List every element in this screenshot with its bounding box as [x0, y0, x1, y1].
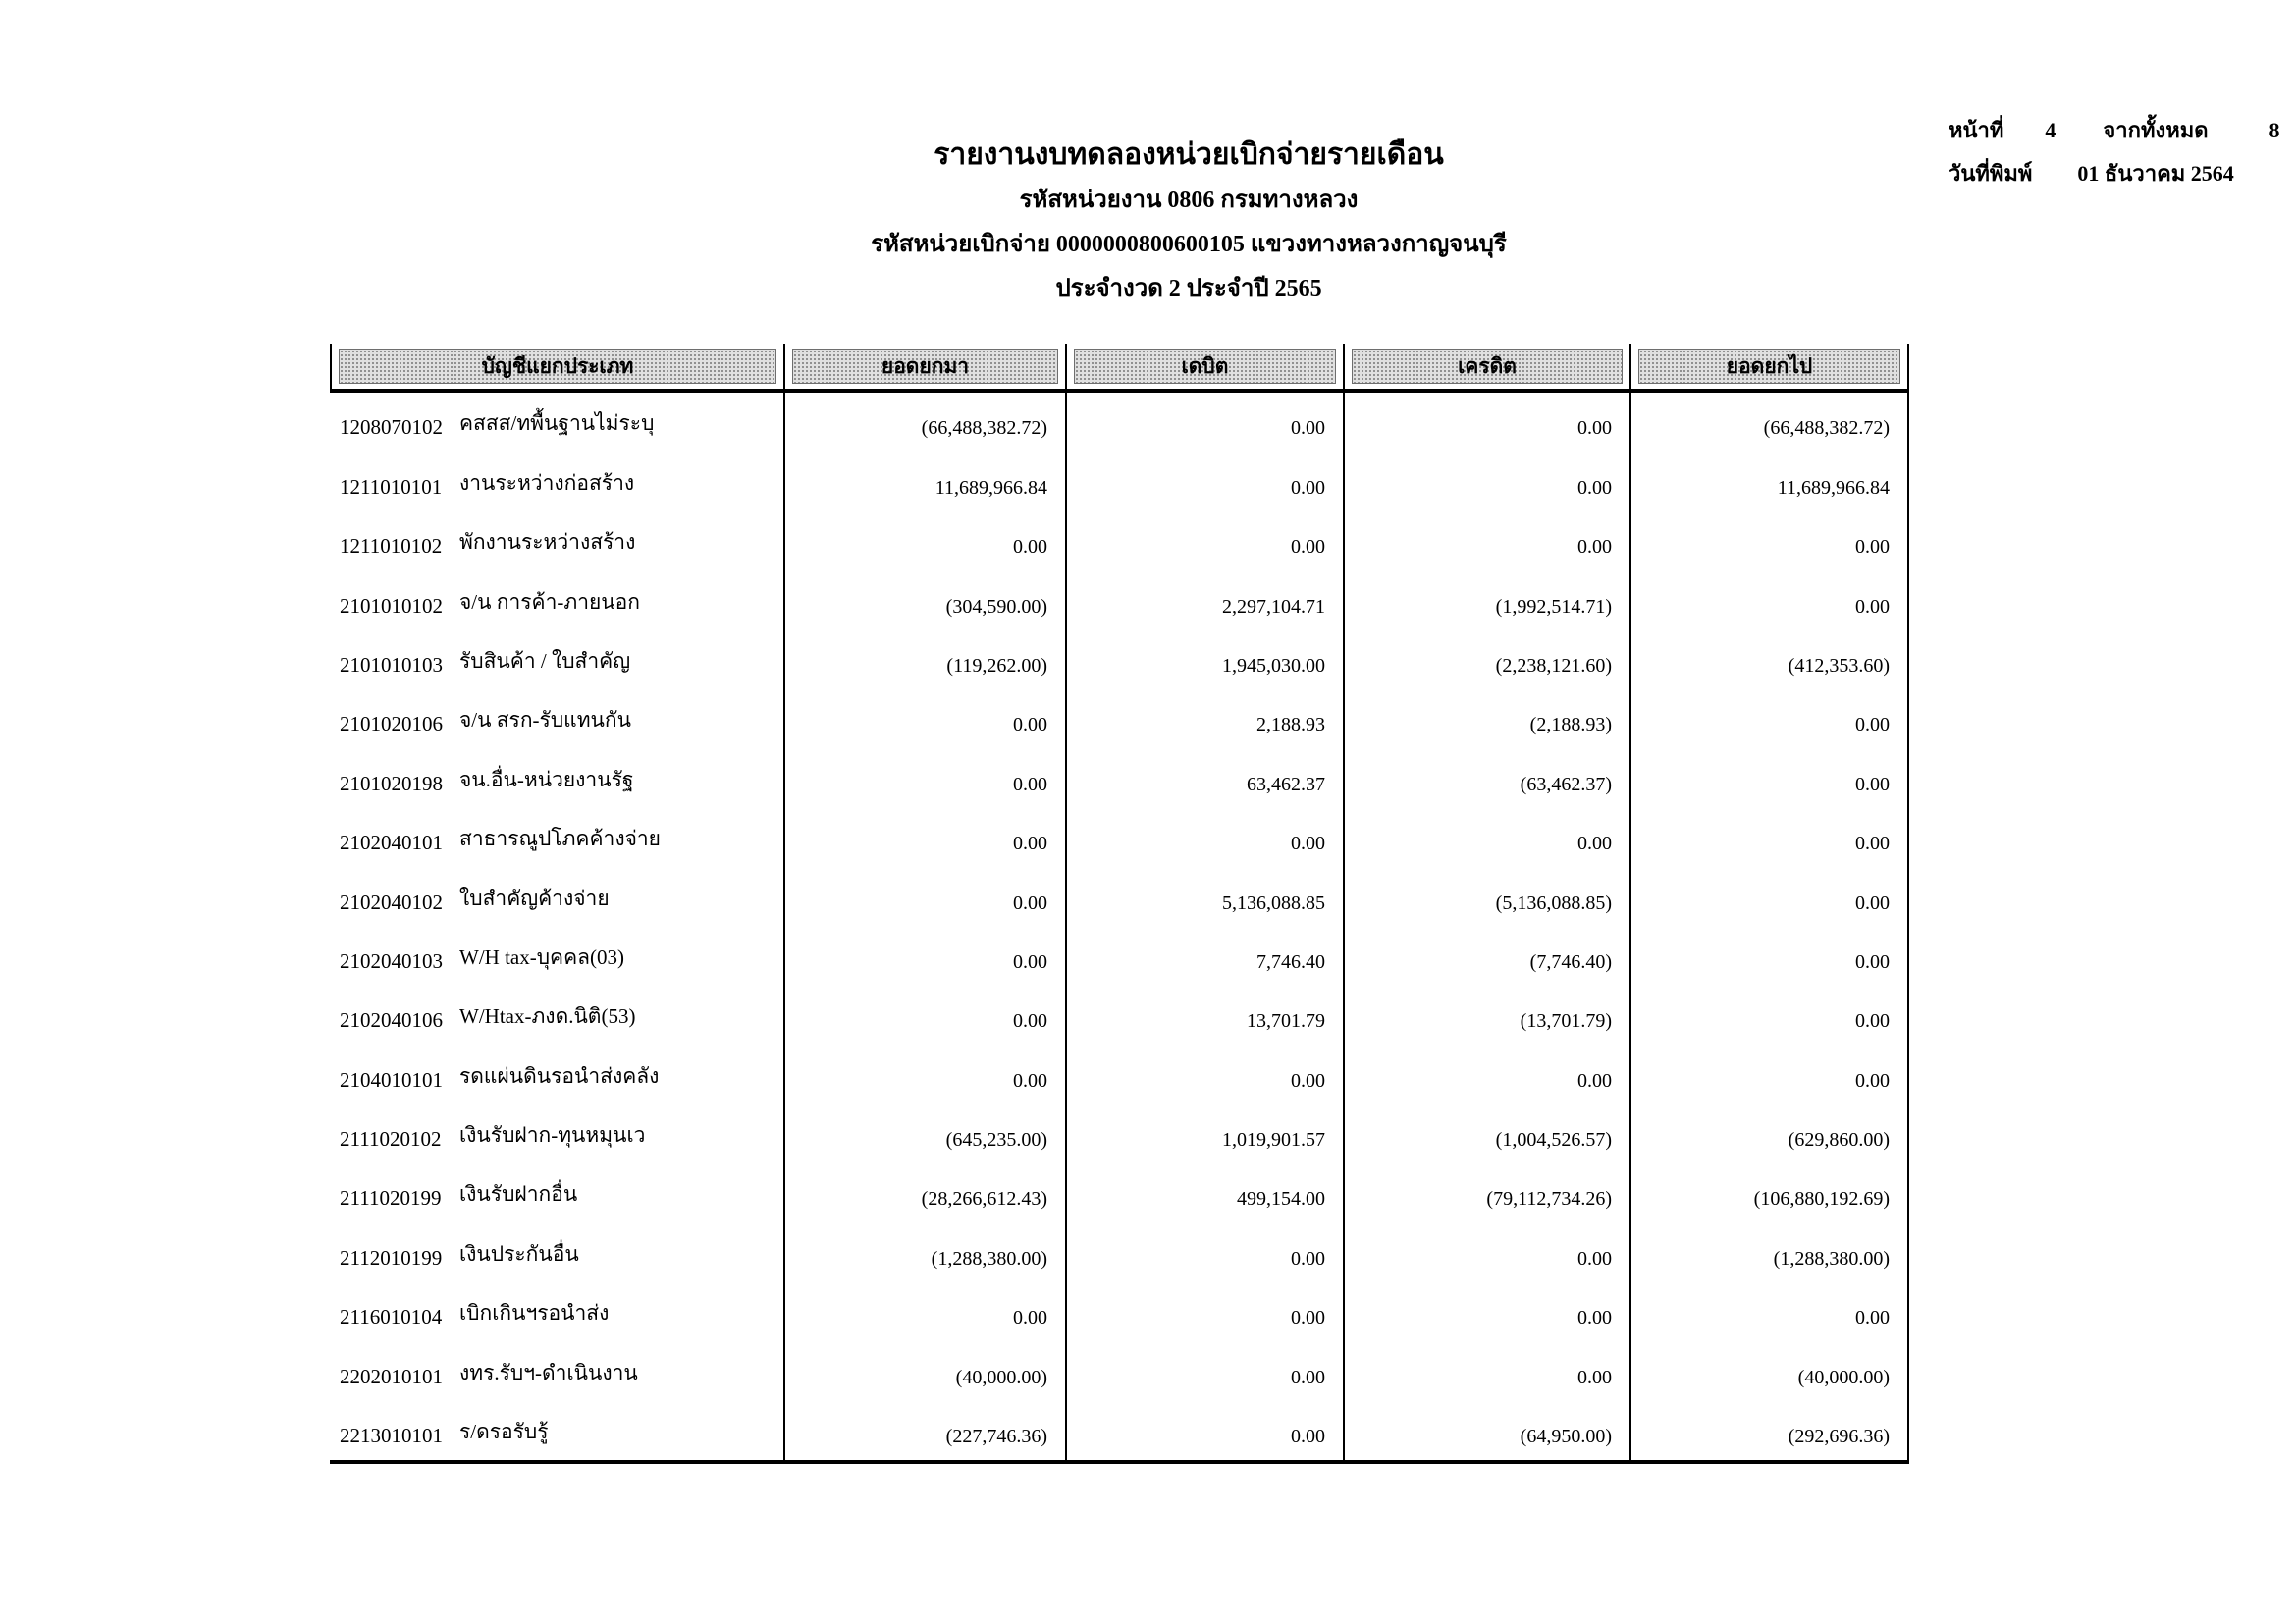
- total-pages: 8: [2269, 118, 2280, 142]
- debit-cell: 0.00: [1067, 1341, 1345, 1400]
- account-code: 2213010101: [340, 1424, 443, 1448]
- credit-cell: (1,992,514.71): [1345, 570, 1631, 629]
- debit-cell: 63,462.37: [1067, 748, 1345, 807]
- opening-balance-cell: (645,235.00): [785, 1105, 1067, 1164]
- opening-balance-cell: (1,288,380.00): [785, 1222, 1067, 1281]
- table-row: [330, 748, 1909, 807]
- table-body: [330, 393, 1909, 1464]
- document-header: [428, 137, 1949, 319]
- credit-cell: (13,701.79): [1345, 986, 1631, 1045]
- account-cell: [330, 512, 785, 570]
- column-header-opening-balance: [785, 344, 1067, 389]
- account-cell: [330, 1105, 785, 1164]
- debit-cell: 2,188.93: [1067, 689, 1345, 748]
- opening-balance-cell: 0.00: [785, 1045, 1067, 1104]
- credit-cell: 0.00: [1345, 808, 1631, 867]
- print-date-label: วันที่พิมพ์: [1949, 161, 2033, 186]
- debit-cell: 0.00: [1067, 808, 1345, 867]
- account-cell: [330, 748, 785, 807]
- credit-cell: 0.00: [1345, 393, 1631, 452]
- opening-balance-cell: 0.00: [785, 1282, 1067, 1341]
- account-code: 2102040106: [340, 1008, 443, 1033]
- opening-balance-cell: (66,488,382.72): [785, 393, 1067, 452]
- account-cell: [330, 1045, 785, 1104]
- account-cell: [330, 452, 785, 511]
- account-cell: [330, 808, 785, 867]
- account-cell: [330, 570, 785, 629]
- account-name: งานระหว่างก่อสร้าง: [459, 470, 635, 495]
- credit-cell: (1,004,526.57): [1345, 1105, 1631, 1164]
- table-row: [330, 1045, 1909, 1104]
- account-cell: [330, 1341, 785, 1400]
- account-name: รดแผ่นดินรอนำส่งคลัง: [459, 1063, 660, 1088]
- account-name: ใบสำคัญค้างจ่าย: [459, 886, 610, 910]
- opening-balance-cell: (40,000.00): [785, 1341, 1067, 1400]
- account-code: 2101020198: [340, 771, 443, 795]
- trial-balance-table: [330, 344, 1909, 1464]
- credit-cell: 0.00: [1345, 1045, 1631, 1104]
- opening-balance-cell: 0.00: [785, 689, 1067, 748]
- column-header-credit-label: เครดิต: [1352, 349, 1623, 384]
- debit-cell: 499,154.00: [1067, 1164, 1345, 1222]
- closing-balance-cell: 0.00: [1631, 867, 1909, 926]
- account-cell: [330, 630, 785, 689]
- table-row: [330, 630, 1909, 689]
- credit-cell: (79,112,734.26): [1345, 1164, 1631, 1222]
- closing-balance-cell: (40,000.00): [1631, 1341, 1909, 1400]
- account-name: คสสส/ทพื้นฐานไม่ระบุ: [459, 411, 655, 436]
- opening-balance-cell: 0.00: [785, 748, 1067, 807]
- table-row: [330, 512, 1909, 570]
- debit-cell: 0.00: [1067, 1282, 1345, 1341]
- closing-balance-cell: 0.00: [1631, 808, 1909, 867]
- column-header-closing-balance-label: ยอดยกไป: [1638, 349, 1900, 384]
- debit-cell: 0.00: [1067, 1045, 1345, 1104]
- opening-balance-cell: 11,689,966.84: [785, 452, 1067, 511]
- account-name: W/Htax-ภงด.นิติ(53): [459, 1004, 636, 1029]
- closing-balance-cell: 0.00: [1631, 748, 1909, 807]
- credit-cell: (64,950.00): [1345, 1401, 1631, 1460]
- page-info: [1949, 118, 2280, 204]
- page-label: หน้าที่: [1949, 118, 2004, 142]
- debit-cell: 5,136,088.85: [1067, 867, 1345, 926]
- opening-balance-cell: (119,262.00): [785, 630, 1067, 689]
- closing-balance-cell: 11,689,966.84: [1631, 452, 1909, 511]
- account-code: 2116010104: [340, 1305, 443, 1329]
- opening-balance-cell: 0.00: [785, 927, 1067, 986]
- page-number: 4: [2045, 118, 2056, 142]
- account-cell: [330, 867, 785, 926]
- account-code: 2112010199: [340, 1245, 443, 1270]
- table-row: [330, 808, 1909, 867]
- account-name: ร/ดรอรับรู้: [459, 1420, 549, 1444]
- closing-balance-cell: 0.00: [1631, 927, 1909, 986]
- closing-balance-cell: (629,860.00): [1631, 1105, 1909, 1164]
- account-code: 2111020102: [340, 1127, 442, 1152]
- account-code: 2101010103: [340, 652, 443, 677]
- disbursement-unit-line: รหัสหน่วยเบิกจ่าย 0000000800600105 แขวงทางหลวงกาญจนบุรี: [871, 232, 1507, 257]
- debit-cell: 7,746.40: [1067, 927, 1345, 986]
- table-row: [330, 689, 1909, 748]
- account-cell: [330, 1222, 785, 1281]
- account-code: 2104010101: [340, 1067, 443, 1092]
- account-cell: [330, 1164, 785, 1222]
- account-code: 2102040101: [340, 831, 443, 855]
- account-name: เบิกเกินฯรอนำส่ง: [459, 1301, 610, 1326]
- table-header-row: [330, 344, 1909, 393]
- table-row: [330, 1341, 1909, 1400]
- column-header-opening-balance-label: ยอดยกมา: [792, 349, 1058, 384]
- account-name: สาธารณูปโภคค้างจ่าย: [459, 827, 661, 851]
- debit-cell: 13,701.79: [1067, 986, 1345, 1045]
- closing-balance-cell: 0.00: [1631, 512, 1909, 570]
- account-code: 2111020199: [340, 1186, 442, 1211]
- column-header-closing-balance: [1631, 344, 1909, 389]
- credit-cell: (2,238,121.60): [1345, 630, 1631, 689]
- closing-balance-cell: 0.00: [1631, 986, 1909, 1045]
- account-cell: [330, 1282, 785, 1341]
- debit-cell: 1,019,901.57: [1067, 1105, 1345, 1164]
- agency-code-line: รหัสหน่วยงาน 0806 กรมทางหลวง: [1019, 188, 1359, 213]
- print-date-line: [1949, 161, 2280, 187]
- table-row: [330, 1282, 1909, 1341]
- page-number-line: [1949, 118, 2280, 143]
- opening-balance-cell: 0.00: [785, 867, 1067, 926]
- closing-balance-cell: 0.00: [1631, 1045, 1909, 1104]
- closing-balance-cell: (106,880,192.69): [1631, 1164, 1909, 1222]
- credit-cell: (7,746.40): [1345, 927, 1631, 986]
- table-row: [330, 927, 1909, 986]
- table-row: [330, 1164, 1909, 1222]
- credit-cell: 0.00: [1345, 452, 1631, 511]
- account-cell: [330, 689, 785, 748]
- account-name: พักงานระหว่างสร้าง: [459, 530, 636, 555]
- account-cell: [330, 393, 785, 452]
- closing-balance-cell: (1,288,380.00): [1631, 1222, 1909, 1281]
- credit-cell: 0.00: [1345, 512, 1631, 570]
- credit-cell: 0.00: [1345, 1222, 1631, 1281]
- debit-cell: 0.00: [1067, 512, 1345, 570]
- opening-balance-cell: (304,590.00): [785, 570, 1067, 629]
- column-header-debit-label: เดบิต: [1074, 349, 1336, 384]
- account-name: เงินรับฝากอื่น: [459, 1182, 578, 1207]
- debit-cell: 0.00: [1067, 1222, 1345, 1281]
- account-name: งทร.รับฯ-ดำเนินงาน: [459, 1360, 638, 1384]
- period-line: ประจำงวด 2 ประจำปี 2565: [1055, 276, 1322, 301]
- account-name: จน.อื่น-หน่วยงานรัฐ: [459, 767, 634, 791]
- debit-cell: 1,945,030.00: [1067, 630, 1345, 689]
- account-name: รับสินค้า / ใบสำคัญ: [459, 648, 631, 673]
- account-code: 2102040102: [340, 890, 443, 914]
- table-row: [330, 452, 1909, 511]
- debit-cell: 2,297,104.71: [1067, 570, 1345, 629]
- report-title: รายงานงบทดลองหน่วยเบิกจ่ายรายเดือน: [934, 138, 1444, 171]
- credit-cell: (2,188.93): [1345, 689, 1631, 748]
- account-code: 2101010102: [340, 593, 443, 618]
- closing-balance-cell: (66,488,382.72): [1631, 393, 1909, 452]
- account-code: 2102040103: [340, 948, 443, 973]
- table-row: [330, 393, 1909, 452]
- credit-cell: (63,462.37): [1345, 748, 1631, 807]
- account-code: 1211010101: [340, 474, 443, 499]
- table-row: [330, 867, 1909, 926]
- account-name: เงินประกันอื่น: [459, 1241, 579, 1266]
- account-code: 2202010101: [340, 1364, 443, 1388]
- debit-cell: 0.00: [1067, 393, 1345, 452]
- column-header-debit: [1067, 344, 1345, 389]
- table-row: [330, 1401, 1909, 1460]
- closing-balance-cell: 0.00: [1631, 570, 1909, 629]
- debit-cell: 0.00: [1067, 1401, 1345, 1460]
- closing-balance-cell: 0.00: [1631, 1282, 1909, 1341]
- total-pages-label: จากทั้งหมด: [2103, 118, 2209, 142]
- debit-cell: 0.00: [1067, 452, 1345, 511]
- table-row: [330, 1222, 1909, 1281]
- account-code: 1211010102: [340, 534, 443, 559]
- closing-balance-cell: 0.00: [1631, 689, 1909, 748]
- credit-cell: (5,136,088.85): [1345, 867, 1631, 926]
- account-cell: [330, 927, 785, 986]
- opening-balance-cell: 0.00: [785, 808, 1067, 867]
- credit-cell: 0.00: [1345, 1341, 1631, 1400]
- account-name: จ/น สรก-รับแทนกัน: [459, 708, 631, 732]
- opening-balance-cell: (28,266,612.43): [785, 1164, 1067, 1222]
- opening-balance-cell: (227,746.36): [785, 1401, 1067, 1460]
- account-name: จ/น การค้า-ภายนอก: [459, 589, 640, 614]
- table-row: [330, 570, 1909, 629]
- table-row: [330, 1105, 1909, 1164]
- opening-balance-cell: 0.00: [785, 512, 1067, 570]
- account-name: เงินรับฝาก-ทุนหมุนเว: [459, 1123, 646, 1148]
- account-cell: [330, 986, 785, 1045]
- account-code: 1208070102: [340, 415, 443, 440]
- column-header-account: [330, 344, 785, 389]
- closing-balance-cell: (292,696.36): [1631, 1401, 1909, 1460]
- column-header-credit: [1345, 344, 1631, 389]
- account-name: W/H tax-บุคคล(03): [459, 945, 624, 969]
- account-code: 2101020106: [340, 712, 443, 736]
- column-header-account-label: บัญชีแยกประเภท: [339, 349, 776, 384]
- credit-cell: 0.00: [1345, 1282, 1631, 1341]
- print-date: 01 ธันวาคม 2564: [2077, 161, 2234, 186]
- table-row: [330, 986, 1909, 1045]
- closing-balance-cell: (412,353.60): [1631, 630, 1909, 689]
- account-cell: [330, 1401, 785, 1460]
- opening-balance-cell: 0.00: [785, 986, 1067, 1045]
